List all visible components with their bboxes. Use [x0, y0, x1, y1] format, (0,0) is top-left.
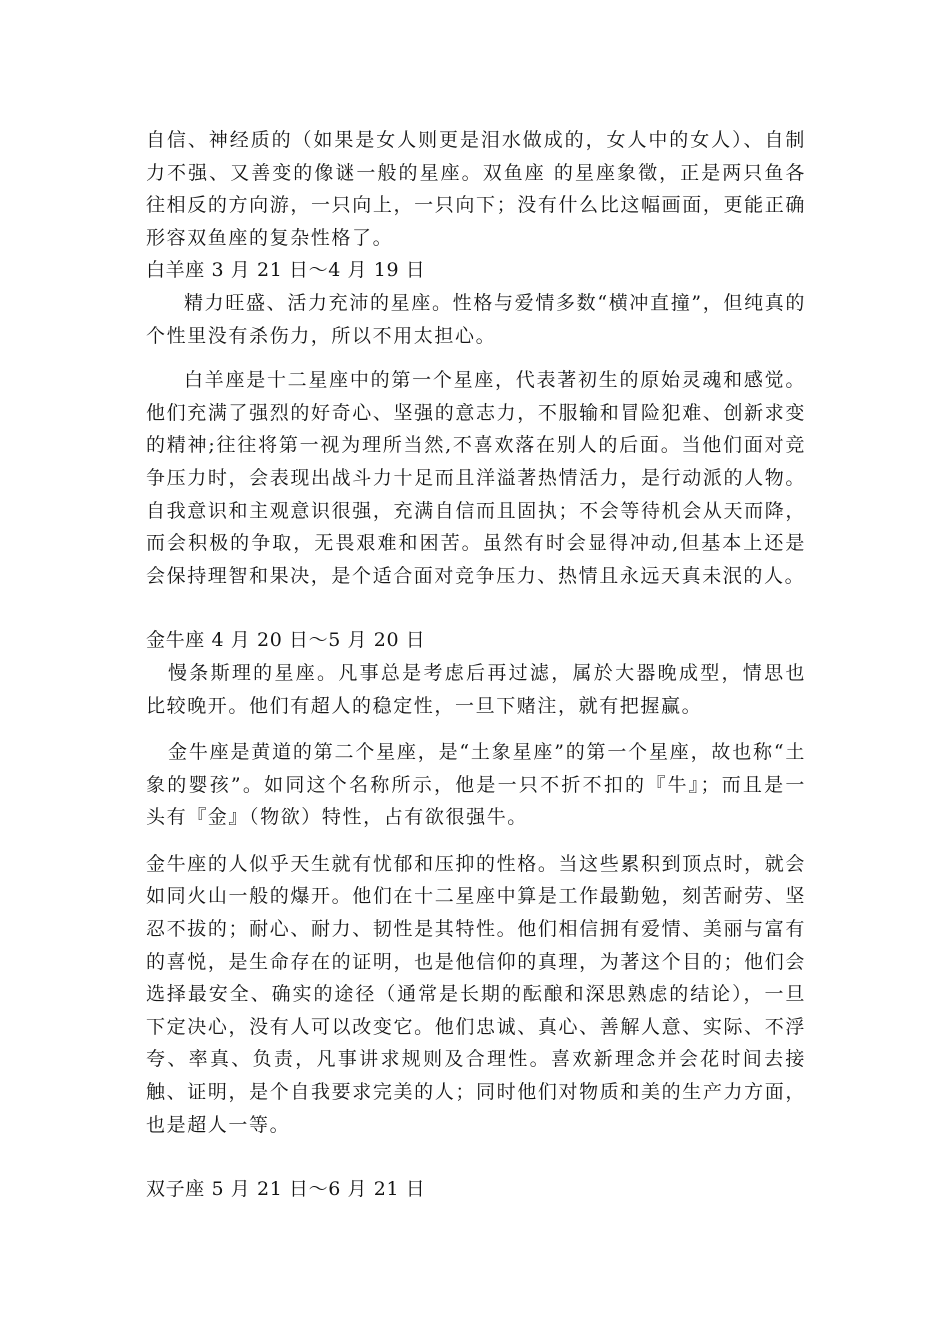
aries-heading: 白羊座 3 月 21 日～4 月 19 日: [146, 259, 426, 282]
taurus-summary-paragraph: 慢条斯理的星座。凡事总是考虑后再过滤，属於大器晚成型，情思也比较晚开。他们有超人的稳定性，一旦下赌注，就有把握赢。: [146, 661, 806, 717]
aries-detail-paragraph: 白羊座是十二星座中的第一个星座，代表著初生的原始灵魂和感觉。他们充满了强烈的好奇心、坚强的意志力，不服输和冒险犯难、创新求变的精神;往往将第一视为理所当然,不喜欢落在别人的后面。当他们面对竞争压力时，会表现出战斗力十足而且洋溢著热情活力，是行动派的人物。自我意识和主观意识很强，充满自信而且固执；不会等待机会从天而降，而会积极的争取，无畏艰难和困苦。虽然有时会显得冲动,但基本上还是会保持理智和果决，是个适合面对竞争压力、热情且永远天真未泯的人。: [146, 369, 806, 587]
document-page: [146, 124, 806, 1206]
taurus-detail-paragraph-1: 金牛座是黄道的第二个星座，是“土象星座”的第一个星座，故也称“土象的婴孩”。如同这个名称所示，他是一只不折不扣的『牛』；而且是一头有『金』（物欲）特性，占有欲很强牛。: [146, 741, 806, 829]
taurus-heading: 金牛座 4 月 20 日～5 月 20 日: [146, 629, 426, 652]
aries-summary-paragraph: 精力旺盛、活力充沛的星座。性格与爱情多数“横冲直撞”，但纯真的个性里没有杀伤力，所以不用太担心。: [146, 291, 806, 347]
gemini-heading: 双子座 5 月 21 日～6 月 21 日: [146, 1178, 426, 1201]
taurus-detail-paragraph-2: 金牛座的人似乎天生就有忧郁和压抑的性格。当这些累积到顶点时，就会如同火山一般的爆开。他们在十二星座中算是工作最勤勉，刻苦耐劳、坚忍不拔的；耐心、耐力、韧性是其特性。他们相信拥有爱情、美丽与富有的喜悦，是生命存在的证明，也是他信仰的真理，为著这个目的；他们会选择最安全、确实的途径（通常是长期的酝酿和深思熟虑的结论），一旦下定决心，没有人可以改变它。他们忠诚、真心、善解人意、实际、不浮夸、率真、负责，凡事讲求规则及合理性。喜欢新理念并会花时间去接触、证明，是个自我要求完美的人；同时他们对物质和美的生产力方面，也是超人一等。: [146, 852, 806, 1136]
pisces-continuation-paragraph: 自信、神经质的（如果是女人则更是泪水做成的，女人中的女人）、自制力不强、又善变的像谜一般的星座。双鱼座 的星座象徵，正是两只鱼各往相反的方向游，一只向上，一只向下；没有什么比这幅画面，更能正确形容双鱼座的复杂性格了。: [146, 129, 806, 249]
